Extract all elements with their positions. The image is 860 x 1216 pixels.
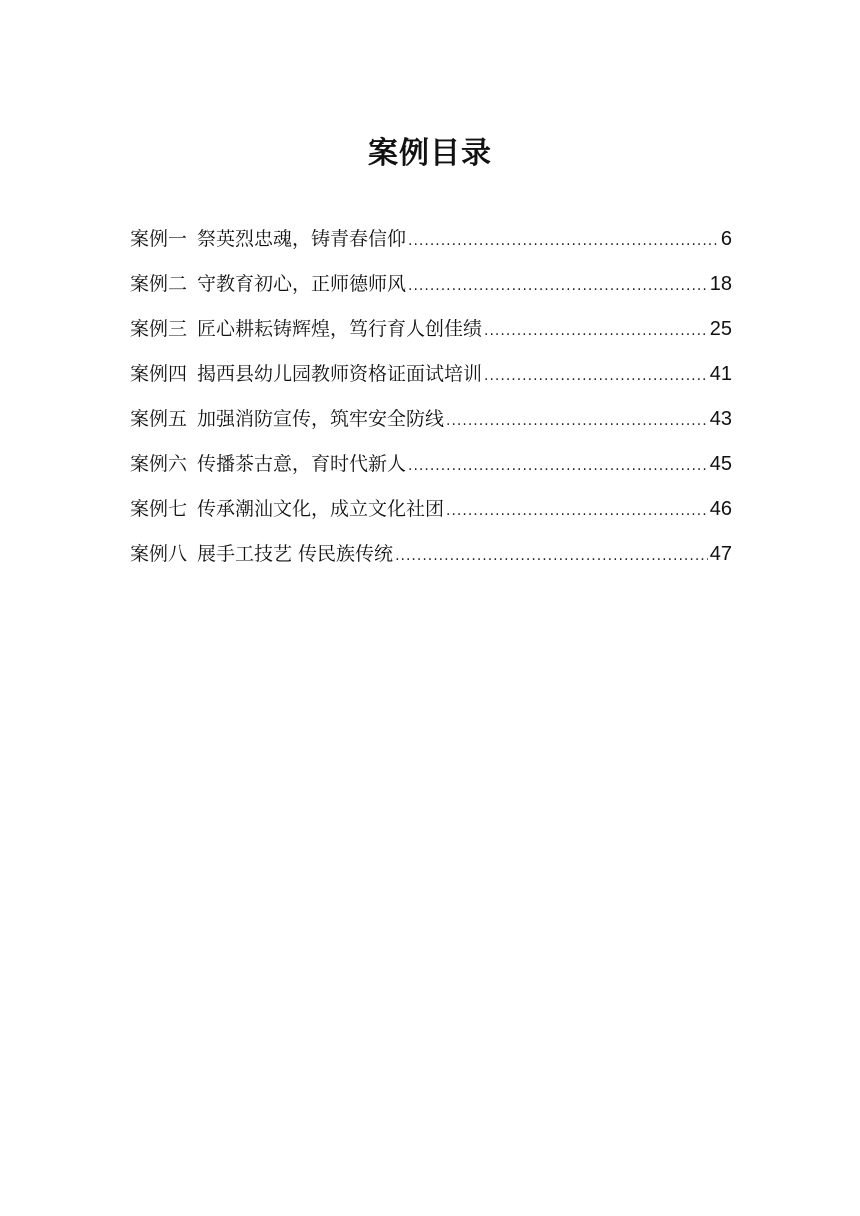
toc-dot-leader	[408, 449, 708, 483]
toc-entry-label: 案例八	[130, 543, 188, 565]
toc-entry-label: 案例二	[130, 273, 188, 295]
toc-entry-label: 案例七	[130, 498, 188, 520]
toc-dot-leader	[408, 269, 708, 303]
toc-page-number: 43	[709, 408, 732, 430]
toc-entry-title: 匠心耕耘铸辉煌，笃行育人创佳绩	[197, 318, 483, 340]
toc-page-number: 47	[709, 543, 732, 565]
toc-entry[interactable]	[130, 357, 732, 402]
toc-entry-label: 案例四	[130, 363, 188, 385]
toc-entry-title: 加强消防宣传，筑牢安全防线	[197, 408, 445, 430]
toc-dot-leader	[484, 359, 708, 393]
toc-dot-leader	[484, 314, 708, 348]
toc-entry-title: 传播茶古意，育时代新人	[197, 453, 407, 475]
toc-page-number: 18	[709, 273, 732, 295]
page-title: 案例目录	[368, 136, 492, 171]
toc-page-number: 6	[720, 228, 732, 250]
toc-entry[interactable]	[130, 492, 732, 537]
toc-page-number: 25	[709, 318, 732, 340]
toc-dot-leader	[446, 404, 708, 438]
toc-entry[interactable]	[130, 267, 732, 312]
toc-entry-title: 守教育初心，正师德师风	[197, 273, 407, 295]
toc-entry[interactable]	[130, 402, 732, 447]
table-of-contents	[130, 222, 732, 582]
toc-entry-title: 传承潮汕文化，成立文化社团	[197, 498, 445, 520]
toc-entry-title: 祭英烈忠魂，铸青春信仰	[197, 228, 407, 250]
toc-entry[interactable]	[130, 537, 732, 582]
toc-entry-label: 案例三	[130, 318, 188, 340]
toc-entry[interactable]	[130, 312, 732, 357]
toc-dot-leader	[408, 224, 719, 258]
toc-dot-leader	[446, 494, 708, 528]
toc-entry[interactable]	[130, 222, 732, 267]
toc-entry-label: 案例一	[130, 228, 188, 250]
toc-dot-leader	[395, 539, 708, 573]
toc-entry-title: 展手工技艺 传民族传统	[197, 543, 394, 565]
toc-page-number: 45	[709, 453, 732, 475]
toc-page-number: 46	[709, 498, 732, 520]
toc-entry-label: 案例六	[130, 453, 188, 475]
toc-entry-title: 揭西县幼儿园教师资格证面试培训	[197, 363, 483, 385]
toc-entry-label: 案例五	[130, 408, 188, 430]
toc-page-number: 41	[709, 363, 732, 385]
toc-entry[interactable]	[130, 447, 732, 492]
